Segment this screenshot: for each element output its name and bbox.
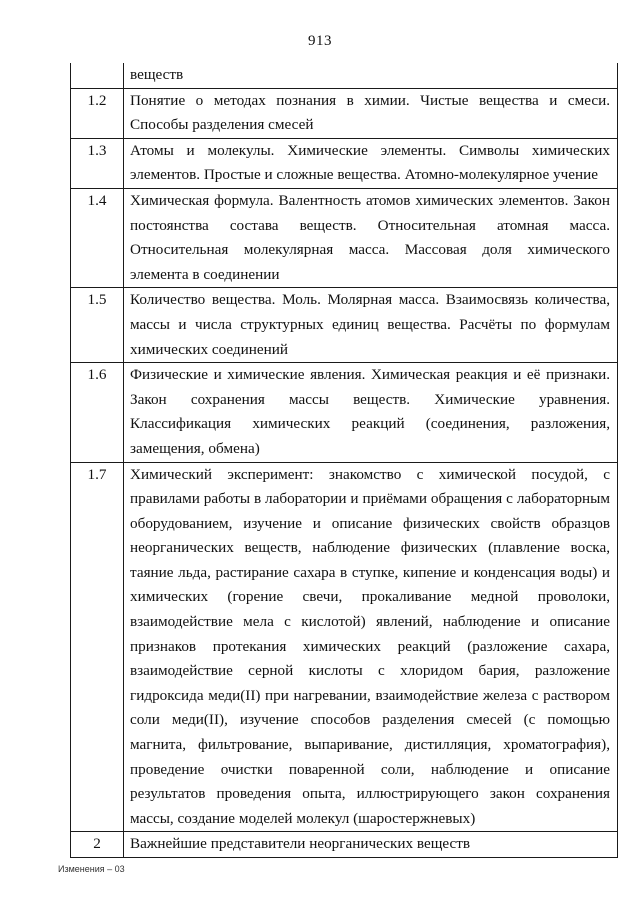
section-topic: Атомы и молекулы. Химические элементы. Символы химических элементов. Простые и сложные вещества. Атомно-молекулярное учение [124,138,618,188]
section-number: 1.4 [71,188,124,287]
section-topic: Химическая формула. Валентность атомов химических элементов. Закон постоянства состава веществ. Относительная атомная масса. Относительная молекулярная масса. Массовая доля химического элемента в соединении [124,188,618,287]
curriculum-table [70,63,618,858]
section-topic: Важнейшие представители неорганических веществ [124,832,618,858]
section-number: 1.7 [71,462,124,832]
section-topic: Понятие о методах познания в химии. Чистые вещества и смеси. Способы разделения смесей [124,88,618,138]
table-row [71,288,618,363]
footer-revision-note: Изменения – 03 [58,864,125,874]
table-row [71,138,618,188]
page-number: 913 [308,33,332,49]
table-row [71,363,618,462]
section-topic: веществ [124,63,618,88]
section-topic: Химический эксперимент: знакомство с химической посудой, с правилами работы в лаборатории и приёмами обращения с лабораторным оборудованием, изучение и описание физических свойств образцов неорганических веществ, наблюдение физических (плавление воска, таяние льда, растирание сахара в ступке, кипение и конденсация воды) и химических (горение свечи, прокаливание медной проволоки, взаимодействие мела с кислотой) явлений, наблюдение и описание признаков протекания химических реакций (разложение сахара, взаимодействие серной кислоты с хлоридом бария, разложение гидроксида меди(II) при нагревании, взаимодействие железа с раствором соли меди(II), изучение способов разделения смесей (с помощью магнита, фильтрование, выпаривание, дистилляция, хроматография), проведение очистки поваренной соли, наблюдение и описание результатов проведения опыта, иллюстрирующего закон сохранения массы, создание моделей молекул (шаростержневых) [124,462,618,832]
table-row [71,88,618,138]
table-row [71,188,618,287]
table-row [71,63,618,88]
section-number: 1.5 [71,288,124,363]
section-topic: Количество вещества. Моль. Молярная масса. Взаимосвязь количества, массы и числа структурных единиц вещества. Расчёты по формулам химических соединений [124,288,618,363]
section-topic: Физические и химические явления. Химическая реакция и её признаки. Закон сохранения массы веществ. Химические уравнения. Классификация химических реакций (соединения, разложения, замещения, обмена) [124,363,618,462]
table-row [71,462,618,832]
section-number: 1.3 [71,138,124,188]
section-number: 2 [71,832,124,858]
section-number: 1.6 [71,363,124,462]
section-number [71,63,124,88]
section-number: 1.2 [71,88,124,138]
table-row [71,832,618,858]
